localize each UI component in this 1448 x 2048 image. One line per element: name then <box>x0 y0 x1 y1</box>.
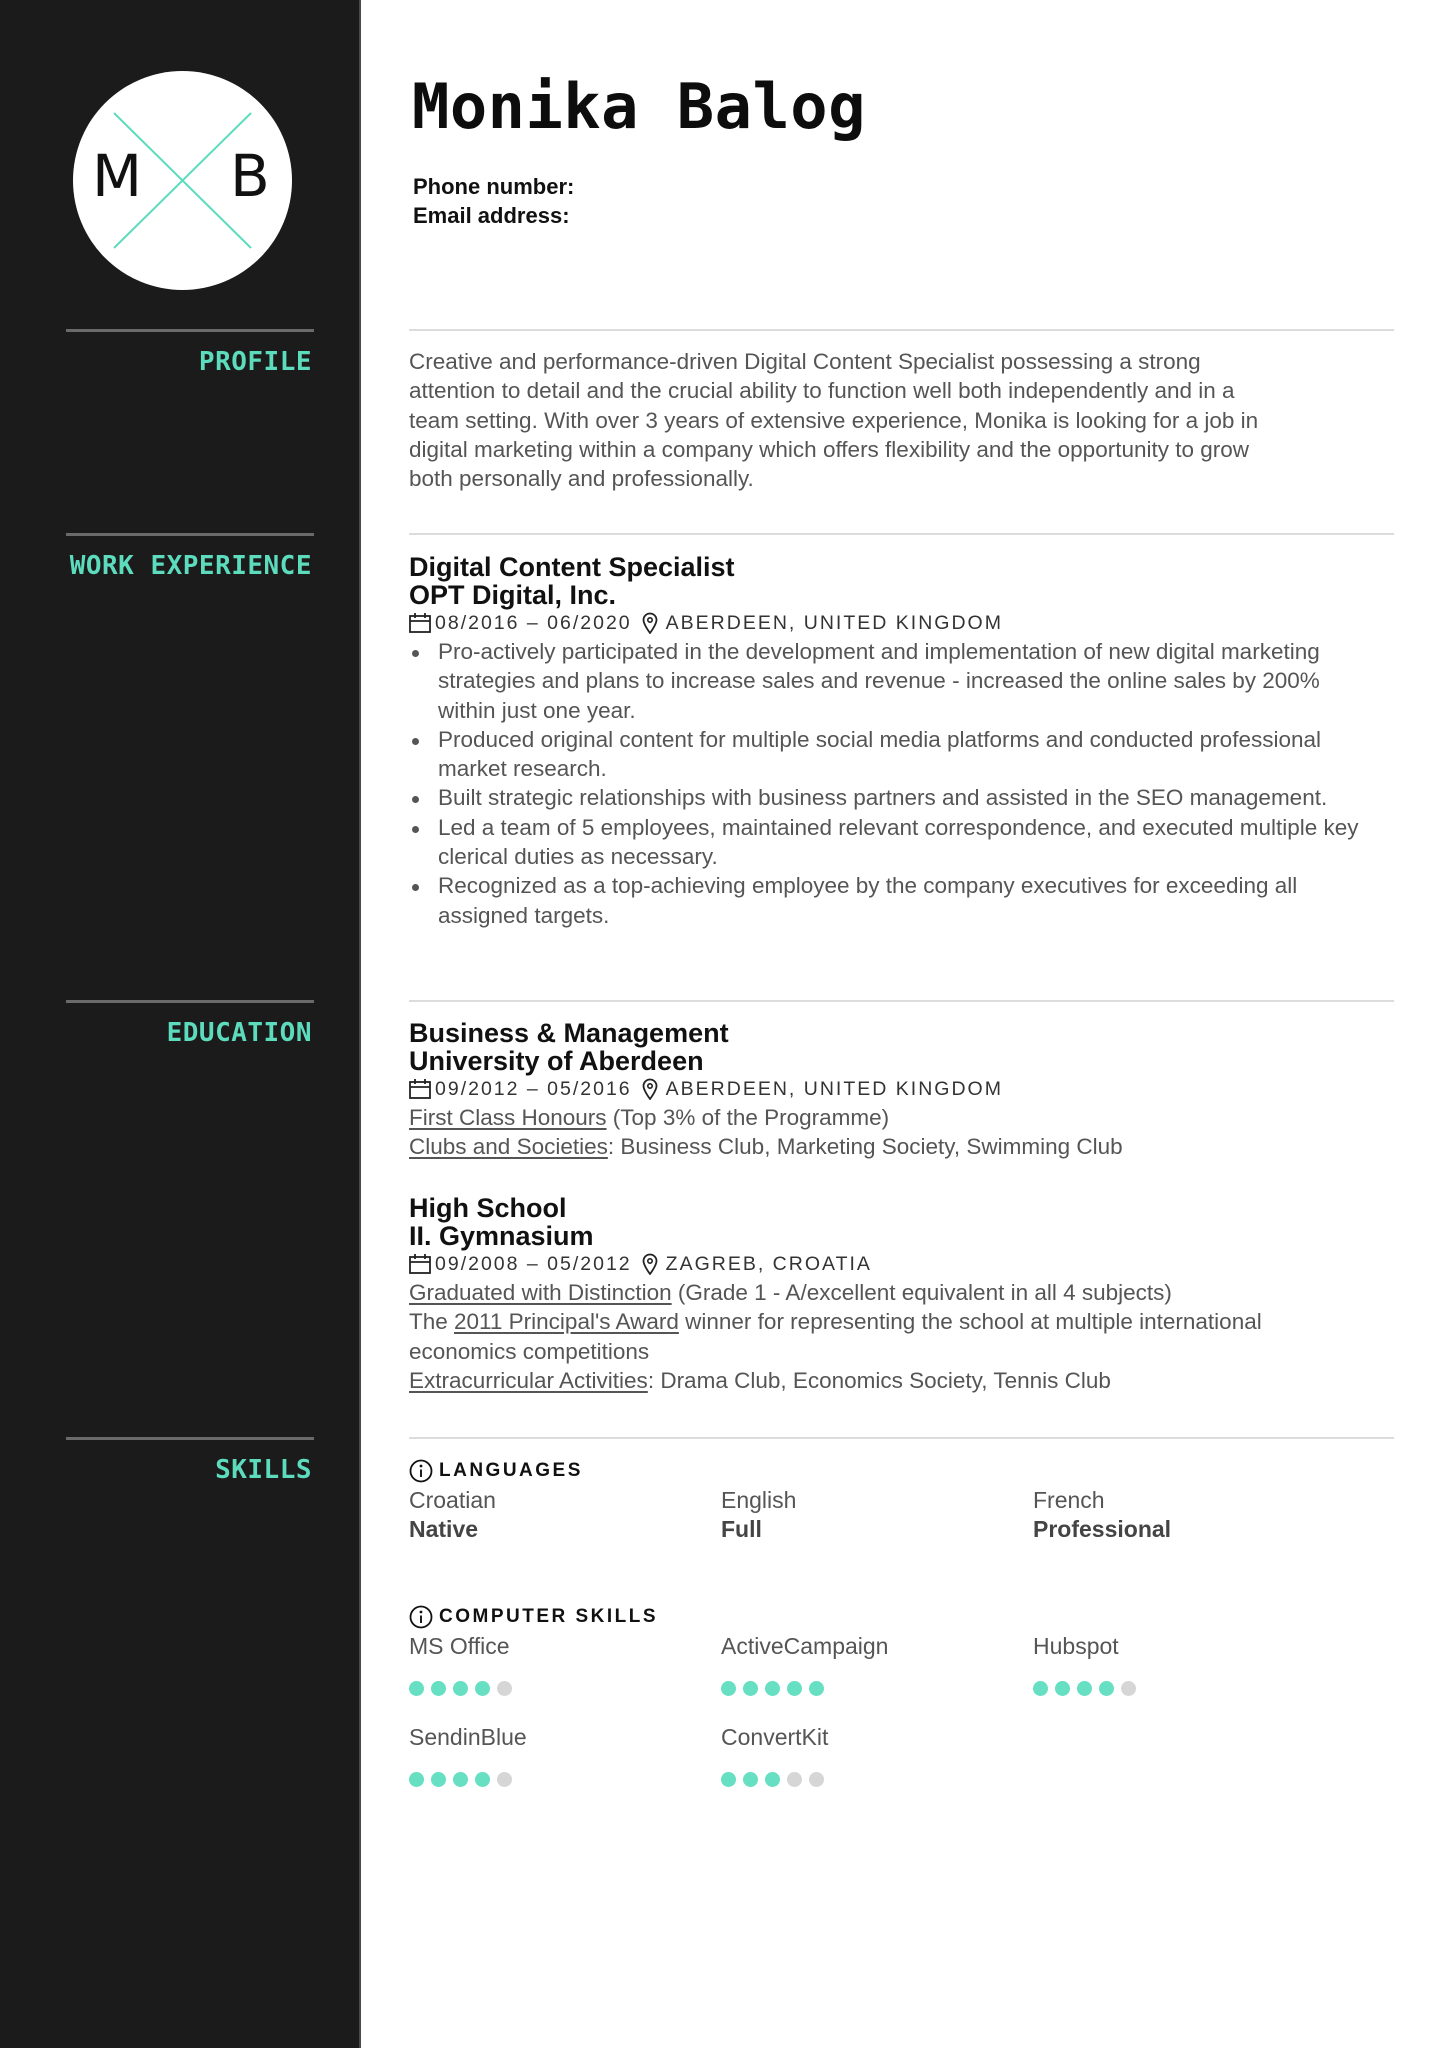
profile-line: team setting. With over 3 years of extensive experience, Monika is looking for a job in <box>409 407 1259 433</box>
sidebar-divider <box>66 329 314 332</box>
monogram-avatar <box>73 71 292 290</box>
languages-heading <box>409 1458 1409 1484</box>
profile-line: digital marketing within a company which offers flexibility and the opportunity to grow <box>409 436 1250 462</box>
section-title-education: EDUCATION <box>166 1018 312 1048</box>
profile-summary <box>409 347 1389 493</box>
rating-dot-filled <box>431 1681 446 1696</box>
education-dates: 09/2008 – 05/2012 <box>435 1253 632 1275</box>
activities-detail: : Drama Club, Economics Society, Tennis Club <box>647 1367 1111 1393</box>
education-clubs <box>409 1132 1409 1161</box>
section-divider <box>409 1000 1394 1002</box>
skill-rating <box>721 1681 1033 1696</box>
achievement-item: Produced original content for multiple social media platforms and conducted professional market research. <box>409 725 1379 784</box>
rating-dot-filled <box>721 1681 736 1696</box>
award-link[interactable]: 2011 Principal's Award <box>454 1309 679 1335</box>
phone-label: Phone number: <box>413 174 575 199</box>
clubs-detail: : Business Club, Marketing Society, Swimming Club <box>607 1134 1123 1160</box>
rating-dot-filled <box>409 1772 424 1787</box>
section-divider <box>409 533 1394 535</box>
location-pin-icon <box>642 612 658 634</box>
distinction-link[interactable]: Graduated with Distinction <box>409 1280 672 1305</box>
computer-skills-heading <box>409 1604 1409 1630</box>
language-level: Full <box>721 1516 762 1542</box>
computer-skill-item <box>409 1723 721 1787</box>
info-icon <box>409 1605 433 1629</box>
company-name: OPT Digital, Inc. <box>409 580 617 610</box>
rating-dot-filled <box>721 1772 736 1787</box>
rating-dot-filled <box>475 1772 490 1787</box>
job-meta <box>409 609 1409 637</box>
language-level: Professional <box>1033 1516 1172 1542</box>
sidebar-divider <box>66 1437 314 1440</box>
education-meta <box>409 1075 1409 1103</box>
work-entry <box>409 553 1409 930</box>
computer-skill-item <box>721 1632 1033 1696</box>
computer-skills-heading-label: COMPUTER SKILLS <box>439 1606 659 1627</box>
rating-dot-filled <box>1077 1681 1092 1696</box>
computer-skill-item <box>409 1632 721 1696</box>
languages-grid <box>409 1486 1409 1544</box>
school-name: II. Gymnasium <box>409 1221 594 1251</box>
rating-dot-filled <box>1099 1681 1114 1696</box>
computer-skills-block <box>409 1604 1409 1787</box>
rating-dot-filled <box>409 1681 424 1696</box>
computer-skill-item <box>721 1723 1033 1787</box>
language-name: English <box>721 1487 797 1513</box>
award-detail: winner for representing the school at multiple international <box>678 1309 1262 1335</box>
monogram-letter-m: M <box>92 142 143 210</box>
achievement-item: Pro-actively participated in the development and implementation of new digital marketing strategies and plans to increase sales and revenue - increased the online sales by 200% within just one year. <box>409 637 1379 725</box>
rating-dot-filled <box>453 1772 468 1787</box>
skill-name: ActiveCampaign <box>721 1633 889 1659</box>
section-divider <box>409 1437 1394 1439</box>
section-title-profile: PROFILE <box>198 347 312 377</box>
degree-name: High School <box>409 1193 567 1223</box>
language-item <box>1033 1486 1345 1544</box>
skill-name: SendinBlue <box>409 1724 527 1750</box>
rating-dot-empty <box>1121 1681 1136 1696</box>
achievement-item: Built strategic relationships with business partners and assisted in the SEO management. <box>409 783 1379 812</box>
calendar-icon <box>409 613 431 633</box>
rating-dot-filled <box>743 1772 758 1787</box>
education-activities <box>409 1366 1409 1395</box>
rating-dot-filled <box>1055 1681 1070 1696</box>
education-honours <box>409 1103 1409 1132</box>
section-title-work-experience: WORK EXPERIENCE <box>69 551 312 581</box>
sidebar <box>0 0 361 2048</box>
rating-dot-filled <box>765 1772 780 1787</box>
skill-rating <box>409 1772 721 1787</box>
rating-dot-filled <box>809 1681 824 1696</box>
education-award <box>409 1307 1409 1336</box>
language-name: Croatian <box>409 1487 496 1513</box>
monogram-letter-b: B <box>230 142 270 210</box>
section-divider <box>409 329 1394 331</box>
profile-line: Creative and performance-driven Digital Content Specialist possessing a strong <box>409 349 1201 374</box>
rating-dot-filled <box>1033 1681 1048 1696</box>
rating-dot-filled <box>765 1681 780 1696</box>
calendar-icon <box>409 1079 431 1099</box>
sidebar-divider <box>66 533 314 536</box>
section-title-skills: SKILLS <box>215 1455 312 1485</box>
rating-dot-empty <box>497 1772 512 1787</box>
skill-rating <box>1033 1681 1345 1696</box>
job-achievements <box>409 637 1379 930</box>
skill-name: ConvertKit <box>721 1724 829 1750</box>
rating-dot-filled <box>453 1681 468 1696</box>
computer-skills-grid <box>409 1632 1409 1787</box>
computer-skill-item <box>1033 1632 1345 1696</box>
profile-line: both personally and professionally. <box>409 466 754 492</box>
education-distinction <box>409 1278 1409 1307</box>
achievement-item: Led a team of 5 employees, maintained relevant correspondence, and executed multiple key clerical duties as necessary. <box>409 813 1379 872</box>
languages-heading-label: LANGUAGES <box>439 1460 583 1481</box>
skill-name: MS Office <box>409 1633 510 1659</box>
job-dates: 08/2016 – 06/2020 <box>435 612 632 634</box>
award-prefix: The <box>409 1309 455 1335</box>
education-meta <box>409 1250 1409 1278</box>
rating-dot-filled <box>431 1772 446 1787</box>
school-name: University of Aberdeen <box>409 1046 704 1076</box>
degree-name: Business & Management <box>409 1018 729 1048</box>
skill-rating <box>409 1681 721 1696</box>
resume-main <box>362 0 1448 2048</box>
activities-link[interactable]: Extracurricular Activities <box>409 1367 648 1393</box>
skill-rating <box>721 1772 1033 1787</box>
education-award-continued: economics competitions <box>409 1338 650 1364</box>
job-location: ABERDEEN, UNITED KINGDOM <box>665 612 1003 634</box>
language-name: French <box>1033 1487 1105 1513</box>
achievement-item: Recognized as a top-achieving employee by the company executives for exceeding all assigned targets. <box>409 871 1379 930</box>
honours-link[interactable]: First Class Honours <box>409 1105 607 1130</box>
location-pin-icon <box>642 1253 658 1275</box>
distinction-detail: (Grade 1 - A/excellent equivalent in all 4 subjects) <box>671 1280 1172 1305</box>
profile-line: attention to detail and the crucial ability to function well both independently and in a <box>409 378 1235 404</box>
education-entry-high-school <box>409 1194 1409 1395</box>
clubs-link[interactable]: Clubs and Societies <box>409 1134 608 1160</box>
language-item <box>409 1486 721 1544</box>
candidate-name: Monika Balog <box>412 70 866 143</box>
info-icon <box>409 1459 433 1483</box>
rating-dot-filled <box>787 1681 802 1696</box>
education-location: ABERDEEN, UNITED KINGDOM <box>665 1078 1003 1100</box>
skill-name: Hubspot <box>1033 1633 1119 1659</box>
rating-dot-filled <box>743 1681 758 1696</box>
rating-dot-empty <box>809 1772 824 1787</box>
education-location: ZAGREB, CROATIA <box>665 1253 872 1275</box>
job-title: Digital Content Specialist <box>409 552 735 582</box>
calendar-icon <box>409 1254 431 1274</box>
education-dates: 09/2012 – 05/2016 <box>435 1078 632 1100</box>
rating-dot-filled <box>475 1681 490 1696</box>
languages-block <box>409 1458 1409 1544</box>
language-level: Native <box>409 1516 479 1542</box>
language-item <box>721 1486 1033 1544</box>
education-entry-university <box>409 1019 1409 1162</box>
rating-dot-empty <box>497 1681 512 1696</box>
location-pin-icon <box>642 1078 658 1100</box>
honours-detail: (Top 3% of the Programme) <box>606 1105 890 1130</box>
email-row <box>413 203 570 229</box>
phone-row <box>413 174 574 200</box>
email-label: Email address: <box>413 203 570 228</box>
sidebar-divider <box>66 1000 314 1003</box>
rating-dot-empty <box>787 1772 802 1787</box>
